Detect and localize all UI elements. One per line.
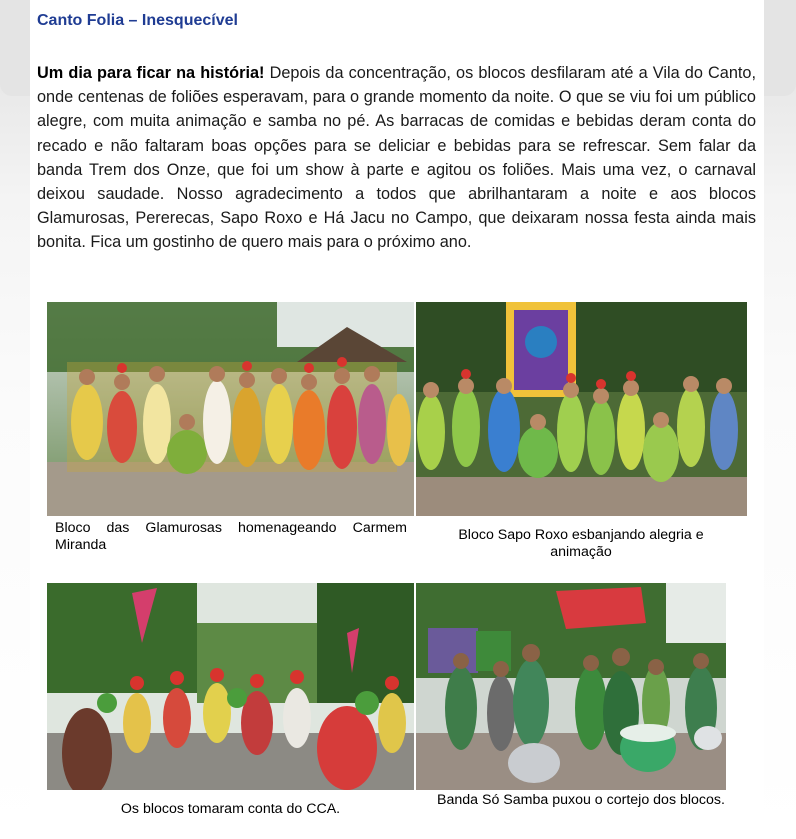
photo-so-samba[interactable] [416,583,726,790]
article-body [37,61,756,255]
caption-sapo-roxo: Bloco Sapo Roxo esbanjando alegria e animação [458,527,704,560]
caption-cca: Os blocos tomaram conta do CCA. [120,801,341,817]
photo-so-samba-graphic [416,583,726,790]
photo-glamurosas-graphic [47,302,414,516]
article-text: Depois da concentração, os blocos desfilaram até a Vila do Canto, onde centenas de foliões esperavam, para o grande momento da noite. O que se viu foi um público alegre, com muita animação e samba no pé. As barracas de comidas e bebidas deram conta do recado e não faltaram boas opções para se deliciar e bebidas para se refrescar. Sem falar da banda Trem dos Onze, que foi um show à parte e agitou os foliões. Mais uma vez, o carnaval deixou saudade. Nosso agradecimento a todos que abrilhantaram a noite e aos blocos Glamurosas, Pererecas, Sapo Roxo e Há Jacu no Campo, que deixaram nossa festa ainda mais bonita. Fica um gostinho de quero mais para o próximo ano. [37,64,756,252]
caption-glamurosas: Bloco das Glamurosas homenageando Carmem Miranda [55,520,407,553]
article-title: Canto Folia – Inesquecível [37,12,238,29]
photo-cca[interactable] [47,583,414,790]
photo-cca-graphic [47,583,414,790]
article-container [30,0,764,839]
photo-glamurosas[interactable] [47,302,414,516]
article-lead: Um dia para ficar na história! [37,64,265,82]
caption-so-samba: Banda Só Samba puxou o cortejo dos blocos. [437,792,725,808]
photo-sapo-roxo-graphic [416,302,747,516]
photo-sapo-roxo[interactable] [416,302,747,516]
